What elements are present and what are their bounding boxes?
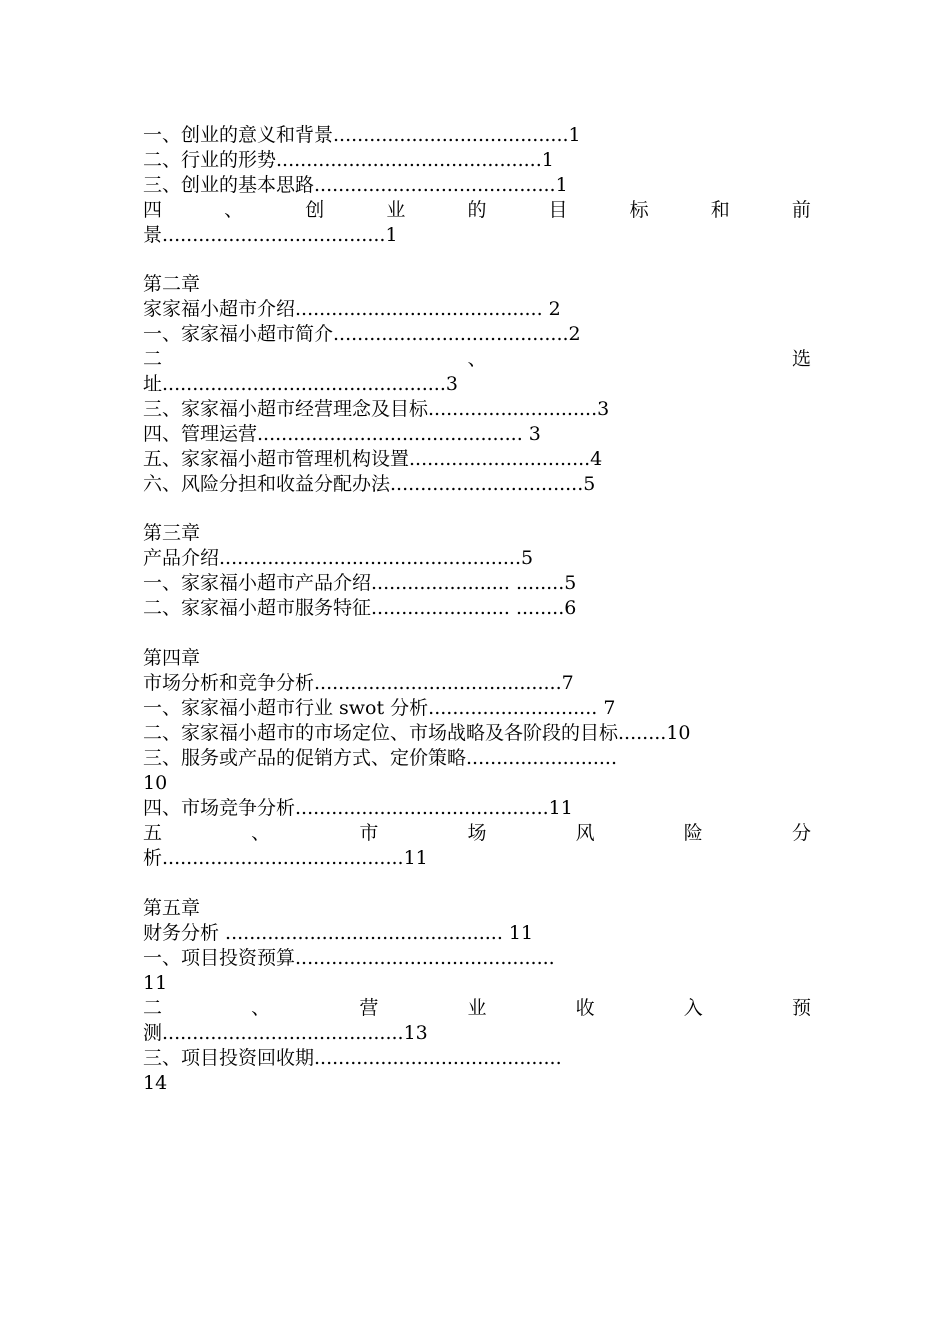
toc-entry-continuation: 析........................................11 <box>143 847 428 869</box>
toc-entry: 三、服务或产品的促销方式、定价策略......................... <box>143 747 617 769</box>
chapter-heading: 第四章 <box>143 647 201 669</box>
toc-word: 分 <box>791 822 811 844</box>
toc-page-number: 10 <box>143 772 168 794</box>
toc-word: 目 <box>548 199 568 221</box>
chapter-heading: 第五章 <box>143 897 201 919</box>
toc-entry: 一、家家福小超市产品介绍....................... ........5 <box>143 572 577 594</box>
toc-entry: 二、家家福小超市的市场定位、市场战略及各阶段的目标........10 <box>143 722 691 744</box>
chapter-title: 市场分析和竞争分析.........................................7 <box>143 672 574 694</box>
toc-word: 业 <box>386 199 406 221</box>
toc-entry: 二、行业的形势............................................1 <box>143 149 554 171</box>
toc-entry: 四、市场竞争分析..........................................11 <box>143 797 573 819</box>
toc-word: 入 <box>683 997 703 1019</box>
toc-entry: 四、管理运营............................................ 3 <box>143 423 541 445</box>
toc-word: 的 <box>467 199 487 221</box>
toc-word: 业 <box>467 997 487 1019</box>
toc-word: 收 <box>575 997 595 1019</box>
toc-word: 市 <box>359 822 379 844</box>
toc-word: 险 <box>683 822 703 844</box>
toc-word: 选 <box>791 348 811 370</box>
toc-entry-continuation: 址...............................................3 <box>143 373 458 395</box>
toc-entry: 一、家家福小超市行业 swot 分析............................ 7 <box>143 697 616 719</box>
toc-entry-continuation: 测........................................13 <box>143 1022 428 1044</box>
toc-word: 创 <box>305 199 325 221</box>
toc-entry-justified <box>143 996 811 1021</box>
toc-entry: 三、家家福小超市经营理念及目标............................3 <box>143 398 610 420</box>
toc-entry: 六、风险分担和收益分配办法................................5 <box>143 473 596 495</box>
toc-entry: 一、家家福小超市简介.......................................2 <box>143 323 581 345</box>
toc-entry: 五、家家福小超市管理机构设置..............................4 <box>143 448 603 470</box>
toc-word: 、 <box>251 997 271 1019</box>
chapter-title: 家家福小超市介绍......................................... 2 <box>143 298 561 320</box>
toc-word: 、 <box>467 348 487 370</box>
toc-page-number: 14 <box>143 1072 168 1094</box>
toc-entry-justified <box>143 347 811 372</box>
toc-entry-justified <box>143 198 811 223</box>
toc-entry: 一、项目投资预算........................................... <box>143 947 555 969</box>
toc-word: 标 <box>629 199 649 221</box>
toc-entry: 三、项目投资回收期......................................... <box>143 1047 562 1069</box>
toc-word: 和 <box>710 199 730 221</box>
toc-word: 、 <box>224 199 244 221</box>
chapter-heading: 第三章 <box>143 522 201 544</box>
toc-word: 、 <box>251 822 271 844</box>
toc-word: 二 <box>143 997 163 1019</box>
toc-word: 风 <box>575 822 595 844</box>
toc-word: 预 <box>791 997 811 1019</box>
toc-word: 场 <box>467 822 487 844</box>
chapter-title: 产品介绍..................................................5 <box>143 547 534 569</box>
toc-entry: 一、创业的意义和背景.......................................1 <box>143 124 581 146</box>
toc-word: 前 <box>791 199 811 221</box>
toc-word: 五 <box>143 822 163 844</box>
chapter-heading: 第二章 <box>143 273 201 295</box>
toc-word: 二 <box>143 348 163 370</box>
toc-entry: 二、家家福小超市服务特征....................... ........6 <box>143 597 577 619</box>
toc-word: 营 <box>359 997 379 1019</box>
toc-entry: 三、创业的基本思路........................................1 <box>143 174 568 196</box>
chapter-title: 财务分析 .............................................. 11 <box>143 922 534 944</box>
toc-word: 四 <box>143 199 163 221</box>
toc-entry-justified <box>143 821 811 846</box>
toc-page-number: 11 <box>143 972 168 994</box>
toc-entry-continuation: 景.....................................1 <box>143 224 398 246</box>
